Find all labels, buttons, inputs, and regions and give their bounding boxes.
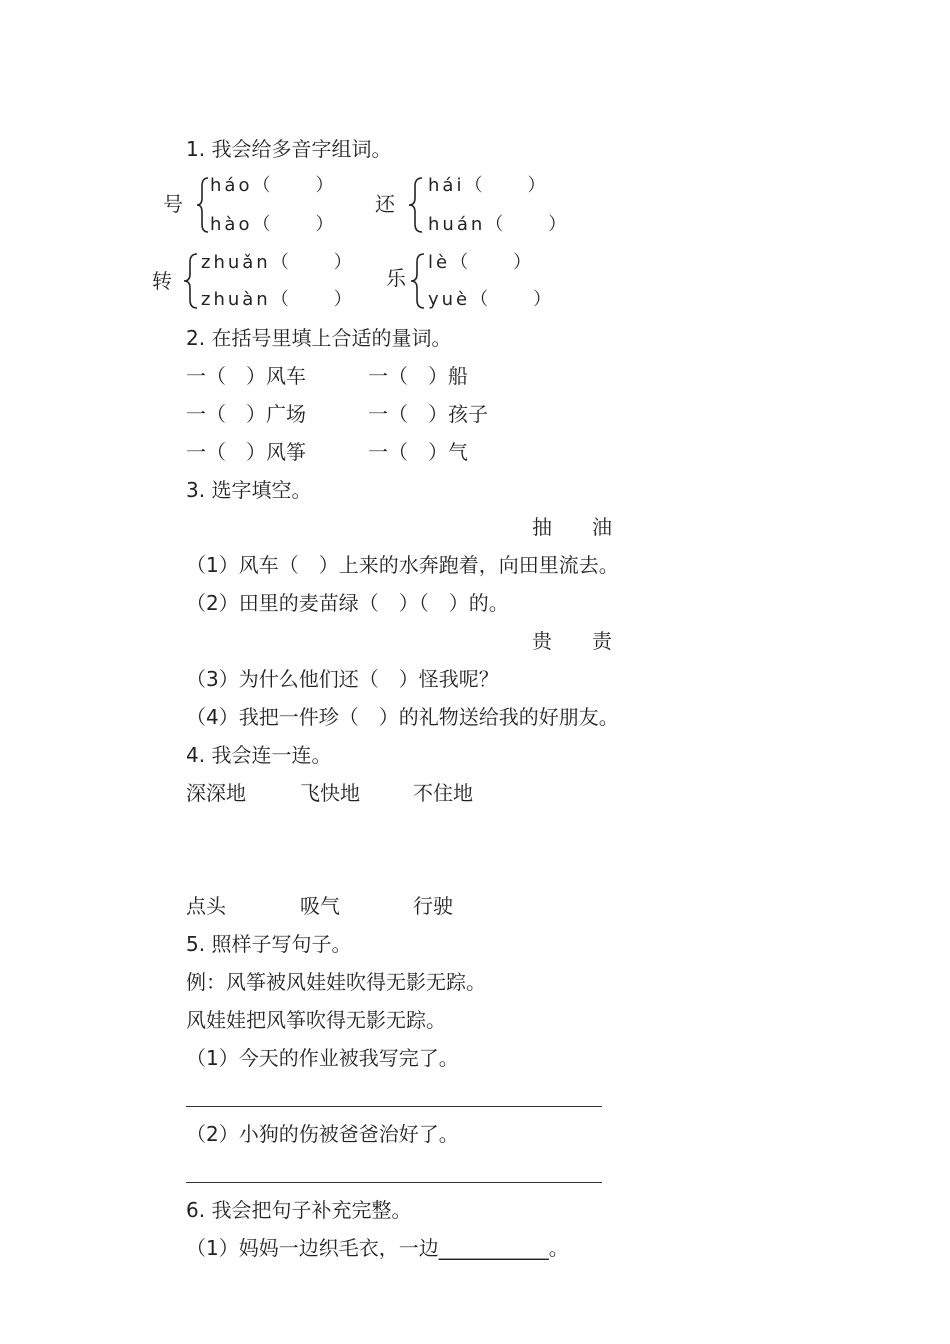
brace-icon (196, 176, 210, 234)
q3-choice-pair-2: 贵 责 (532, 629, 612, 653)
q5-sentence-1: （1）今天的作业被我写完了。 (186, 1046, 459, 1070)
q4-bottom-word[interactable]: 点头 (186, 894, 226, 918)
brace-icon (408, 176, 424, 234)
q5-example-1: 例：风筝被风娃娃吹得无影无踪。 (186, 970, 486, 994)
q2-item: 一（ ）风筝 (186, 440, 306, 464)
q4-top-word[interactable]: 飞快地 (300, 781, 360, 805)
q1-le-pinyin-1: lè（ ） (428, 252, 535, 273)
q4-top-word[interactable]: 深深地 (186, 781, 246, 805)
answer-line[interactable] (186, 1182, 602, 1183)
q2-title: 2. 在括号里填上合适的量词。 (186, 326, 452, 350)
q5-example-2: 风娃娃把风筝吹得无影无踪。 (186, 1008, 446, 1032)
q1-hao-char: 号 (163, 192, 183, 216)
q2-item: 一（ ）孩子 (368, 402, 488, 426)
q1-huan-char: 还 (375, 192, 395, 216)
q5-title: 5. 照样子写句子。 (186, 932, 352, 956)
q4-title: 4. 我会连一连。 (186, 743, 332, 767)
q3-choice-pair-1: 抽 油 (532, 515, 612, 539)
q3-sentence-3: （3）为什么他们还（ ）怪我呢？ (186, 667, 499, 691)
q6-title: 6. 我会把句子补充完整。 (186, 1198, 412, 1222)
q1-huan-pinyin-1: hái（ ） (428, 175, 549, 196)
q1-hao-pinyin-2: hào（ ） (210, 214, 337, 235)
q6-sentence-1: （1）妈妈一边织毛衣，一边___________。 (186, 1236, 569, 1260)
q4-bottom-word[interactable]: 吸气 (300, 894, 340, 918)
q1-zhuan-pinyin-2: zhuàn（ ） (201, 289, 355, 310)
q1-le-pinyin-2: yuè（ ） (428, 289, 555, 310)
q1-zhuan-char: 转 (152, 269, 172, 293)
q1-hao-pinyin-1: háo（ ） (210, 175, 337, 196)
q2-item: 一（ ）船 (368, 364, 468, 388)
q1-le-char: 乐 (386, 266, 406, 290)
q1-title: 1. 我会给多音字组词。 (186, 137, 392, 161)
q3-sentence-2: （2）田里的麦苗绿（ ）（ ）的。 (186, 591, 509, 615)
q1-zhuan-pinyin-1: zhuǎn（ ） (201, 252, 355, 273)
q3-sentence-1: （1）风车（ ）上来的水奔跑着，向田里流去。 (186, 553, 619, 577)
q5-sentence-2: （2）小狗的伤被爸爸治好了。 (186, 1122, 459, 1146)
q1-huan-pinyin-2: huán（ ） (428, 214, 570, 235)
q3-title: 3. 选字填空。 (186, 478, 312, 502)
brace-icon (410, 252, 426, 310)
q4-bottom-word[interactable]: 行驶 (413, 894, 453, 918)
q3-sentence-4: （4）我把一件珍（ ）的礼物送给我的好朋友。 (186, 705, 619, 729)
answer-line[interactable] (186, 1106, 602, 1107)
q2-item: 一（ ）广场 (186, 402, 306, 426)
q2-item: 一（ ）风车 (186, 364, 306, 388)
brace-icon (183, 252, 199, 310)
q2-item: 一（ ）气 (368, 440, 468, 464)
q4-top-word[interactable]: 不住地 (413, 781, 473, 805)
